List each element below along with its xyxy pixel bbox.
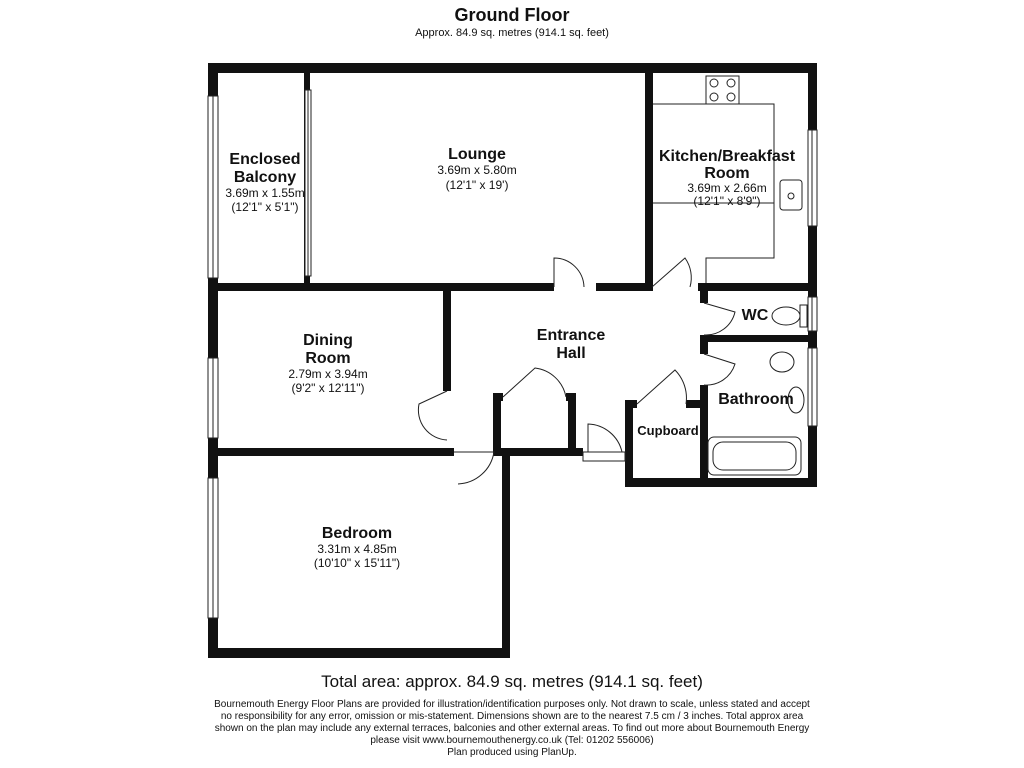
- wall-bath-left: [700, 385, 708, 478]
- disclaimer-line: shown on the plan may include any external terraces, balconies and other external areas. To find out more about Bournemouth Energy: [214, 723, 810, 734]
- wall-store-top-left: [493, 393, 503, 401]
- door-cupboard[interactable]: [637, 370, 686, 404]
- hall-name-line2: Hall: [556, 345, 586, 362]
- door-store[interactable]: [503, 368, 566, 397]
- bedroom-dim-metric: 3.31m x 4.85m: [317, 542, 397, 556]
- cupboard-left-wall: [625, 400, 633, 487]
- floor-title: Ground Floor: [454, 5, 570, 25]
- wall-lounge-bottom: [218, 283, 554, 291]
- outer-wall-bedroom-right: [502, 455, 510, 658]
- door-wc[interactable]: [704, 303, 735, 335]
- door-kitchen[interactable]: [652, 258, 691, 287]
- basin-icon: [770, 352, 794, 372]
- outer-wall-top: [208, 63, 816, 73]
- dining-name-line1: Dining: [303, 332, 353, 349]
- wall-dining-bottom: [218, 448, 454, 456]
- wall-cupboard-top-right: [686, 400, 708, 408]
- kitchen-sink-icon: [780, 180, 802, 210]
- balcony-name-line1: Enclosed: [229, 151, 301, 168]
- outer-wall-bottom: [208, 648, 510, 658]
- cistern-icon: [800, 305, 807, 327]
- kitchen-name-line2: Room: [704, 165, 750, 182]
- dining-name-line2: Room: [305, 350, 351, 367]
- door-lounge[interactable]: [554, 258, 584, 287]
- wall-cupboard-top-left: [625, 400, 637, 408]
- fixtures: [653, 76, 807, 475]
- bath-tub-icon: [708, 437, 801, 475]
- wc-name: WC: [741, 307, 769, 324]
- dining-dim-metric: 2.79m x 3.94m: [288, 367, 368, 381]
- outer-wall-cupboard-bottom: [625, 478, 817, 487]
- sink-drain-icon: [788, 193, 794, 199]
- kitchen-name-line1: Kitchen/Breakfast: [658, 148, 796, 165]
- wall-bath-left-top: [700, 342, 708, 354]
- wall-dining-right: [443, 291, 451, 391]
- door-dining[interactable]: [418, 391, 447, 440]
- bathroom-name: Bathroom: [718, 391, 794, 408]
- toilet-icon: [772, 307, 800, 325]
- wall-store-top-right: [566, 393, 576, 401]
- dining-dim-imperial: (9'2" x 12'11"): [291, 381, 365, 395]
- wall-lounge-bottom-right: [596, 283, 652, 291]
- disclaimer-line: Plan produced using PlanUp.: [447, 747, 577, 758]
- wall-kitchen-bottom: [698, 283, 816, 291]
- door-bedroom[interactable]: [454, 452, 494, 484]
- wall-wc-left-top: [700, 291, 708, 303]
- hall-name-line1: Entrance: [536, 327, 606, 344]
- lounge-dim-imperial: (12'1" x 19'): [445, 178, 509, 192]
- disclaimer: [187, 699, 837, 759]
- bath-inner-icon: [713, 442, 796, 470]
- kitchen-dim-imperial: (12'1" x 8'9"): [693, 194, 761, 208]
- wall-wc-bottom: [700, 335, 816, 342]
- door-entrance[interactable]: [588, 424, 622, 452]
- wall-store-right: [568, 393, 576, 455]
- disclaimer-line: Bournemouth Energy Floor Plans are provided for illustration/identification purposes only. Not drawn to scale, unless stated and accept: [214, 699, 810, 710]
- balcony-dim-imperial: (12'1" x 5'1"): [231, 200, 299, 214]
- cupboard-name: Cupboard: [637, 423, 699, 438]
- balcony-name-line2: Balcony: [233, 169, 297, 186]
- floor-area-subtitle: Approx. 84.9 sq. metres (914.1 sq. feet): [415, 27, 609, 39]
- kitchen-dim-metric: 3.69m x 2.66m: [687, 181, 767, 195]
- bedroom-dim-imperial: (10'10" x 15'11"): [313, 556, 401, 570]
- hob-ring-icon: [710, 79, 718, 87]
- disclaimer-line: please visit www.bournemouthenergy.co.uk (Tel: 01202 556006): [370, 735, 654, 746]
- hob-ring-icon: [710, 93, 718, 101]
- total-area: Total area: approx. 84.9 sq. metres (914.1 sq. feet): [321, 672, 703, 691]
- door-bathroom[interactable]: [704, 354, 735, 385]
- hob-ring-icon: [727, 79, 735, 87]
- wall-hall-bottom: [493, 448, 583, 456]
- disclaimer-line: no responsibility for any error, omission or mis-statement. Dimensions shown are to the nearest 7.5 cm / 3 inches. Total approx area: [220, 711, 804, 722]
- entrance-threshold: [583, 452, 625, 461]
- balcony-dim-metric: 3.69m x 1.55m: [225, 186, 305, 200]
- lounge-dim-metric: 3.69m x 5.80m: [437, 163, 517, 177]
- lounge-name: Lounge: [448, 146, 506, 163]
- wall-lounge-kitchen: [645, 73, 653, 291]
- bedroom-name: Bedroom: [321, 525, 393, 542]
- hob-ring-icon: [727, 93, 735, 101]
- wall-store-left: [493, 393, 501, 455]
